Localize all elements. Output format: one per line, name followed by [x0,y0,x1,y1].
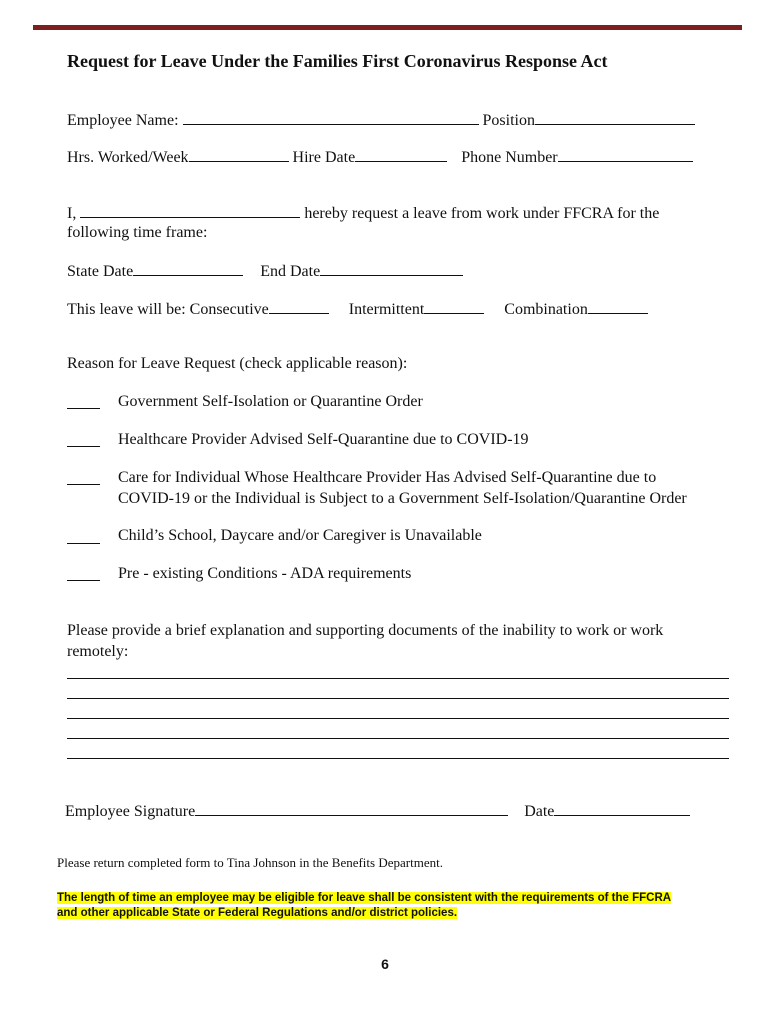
hours-worked-field[interactable] [189,147,289,162]
start-date-label: State Date [67,263,134,280]
hours-worked-label: Hrs. Worked/Week [67,149,189,166]
eligibility-notice-line1: The length of time an employee may be eligible for leave shall be consistent with the requirements of the FFCRA [57,892,672,904]
date-label: Date [524,803,555,820]
header-rule [33,25,742,30]
reason-checkbox-2[interactable] [67,446,100,447]
consecutive-field[interactable] [269,299,329,314]
employee-name-row [67,110,695,130]
signature-row [65,801,690,821]
intermittent-label: Intermittent [348,301,425,318]
reason-checkbox-1[interactable] [67,408,100,409]
page-number: 6 [381,956,389,972]
explanation-prompt-line2: remotely: [67,643,129,660]
reason-option-2: Healthcare Provider Advised Self-Quarantine due to COVID-19 [118,431,529,448]
employee-signature-field[interactable] [195,801,508,816]
request-statement-line2: following time frame: [67,224,208,241]
reason-option-5: Pre - existing Conditions - ADA requirements [118,565,412,582]
requester-name-field[interactable] [80,203,300,218]
position-field[interactable] [535,110,695,125]
reason-option-4: Child’s School, Daycare and/or Caregiver is Unavailable [118,527,482,544]
start-date-field[interactable] [133,261,243,276]
employee-name-label: Employee Name: [67,112,179,129]
hire-date-field[interactable] [355,147,447,162]
reason-heading: Reason for Leave Request (check applicable reason): [67,355,408,372]
combination-field[interactable] [588,299,648,314]
return-instructions: Please return completed form to Tina Johnson in the Benefits Department. [57,855,443,870]
reason-checkbox-4[interactable] [67,543,100,544]
reason-checkbox-3[interactable] [67,484,100,485]
explanation-line-3[interactable] [67,718,729,719]
reason-option-3-cont: COVID-19 or the Individual is Subject to a Government Self-Isolation/Quarantine Order [118,490,687,507]
intermittent-field[interactable] [424,299,484,314]
phone-number-field[interactable] [558,147,693,162]
explanation-line-4[interactable] [67,738,729,739]
combination-label: Combination [504,301,588,318]
eligibility-notice-line2: and other applicable State or Federal Regulations and/or district policies. [57,907,458,919]
hire-date-label: Hire Date [292,149,356,166]
request-suffix: hereby request a leave from work under FFCRA for the [304,205,660,222]
explanation-line-1[interactable] [67,678,729,679]
end-date-label: End Date [260,263,321,280]
reason-option-1: Government Self-Isolation or Quarantine Order [118,393,423,410]
employee-signature-label: Employee Signature [65,803,196,820]
consecutive-label: Consecutive [189,301,269,318]
explanation-line-2[interactable] [67,698,729,699]
dates-row [67,261,463,281]
leave-type-row [67,299,648,319]
reason-checkbox-5[interactable] [67,580,100,581]
request-statement [67,203,659,223]
form-title: Request for Leave Under the Families First Coronavirus Response Act [67,51,608,71]
work-info-row [67,147,693,167]
employee-name-field[interactable] [183,110,479,125]
position-label: Position [482,112,535,129]
explanation-line-5[interactable] [67,758,729,759]
end-date-field[interactable] [320,261,463,276]
leave-type-label: This leave will be: [67,301,186,318]
signature-date-field[interactable] [554,801,690,816]
reason-option-3: Care for Individual Whose Healthcare Provider Has Advised Self-Quarantine due to [118,469,657,486]
eligibility-notice [57,891,732,921]
request-prefix: I, [67,205,77,222]
phone-number-label: Phone Number [461,149,558,166]
explanation-prompt: Please provide a brief explanation and supporting documents of the inability to work or work [67,622,664,639]
